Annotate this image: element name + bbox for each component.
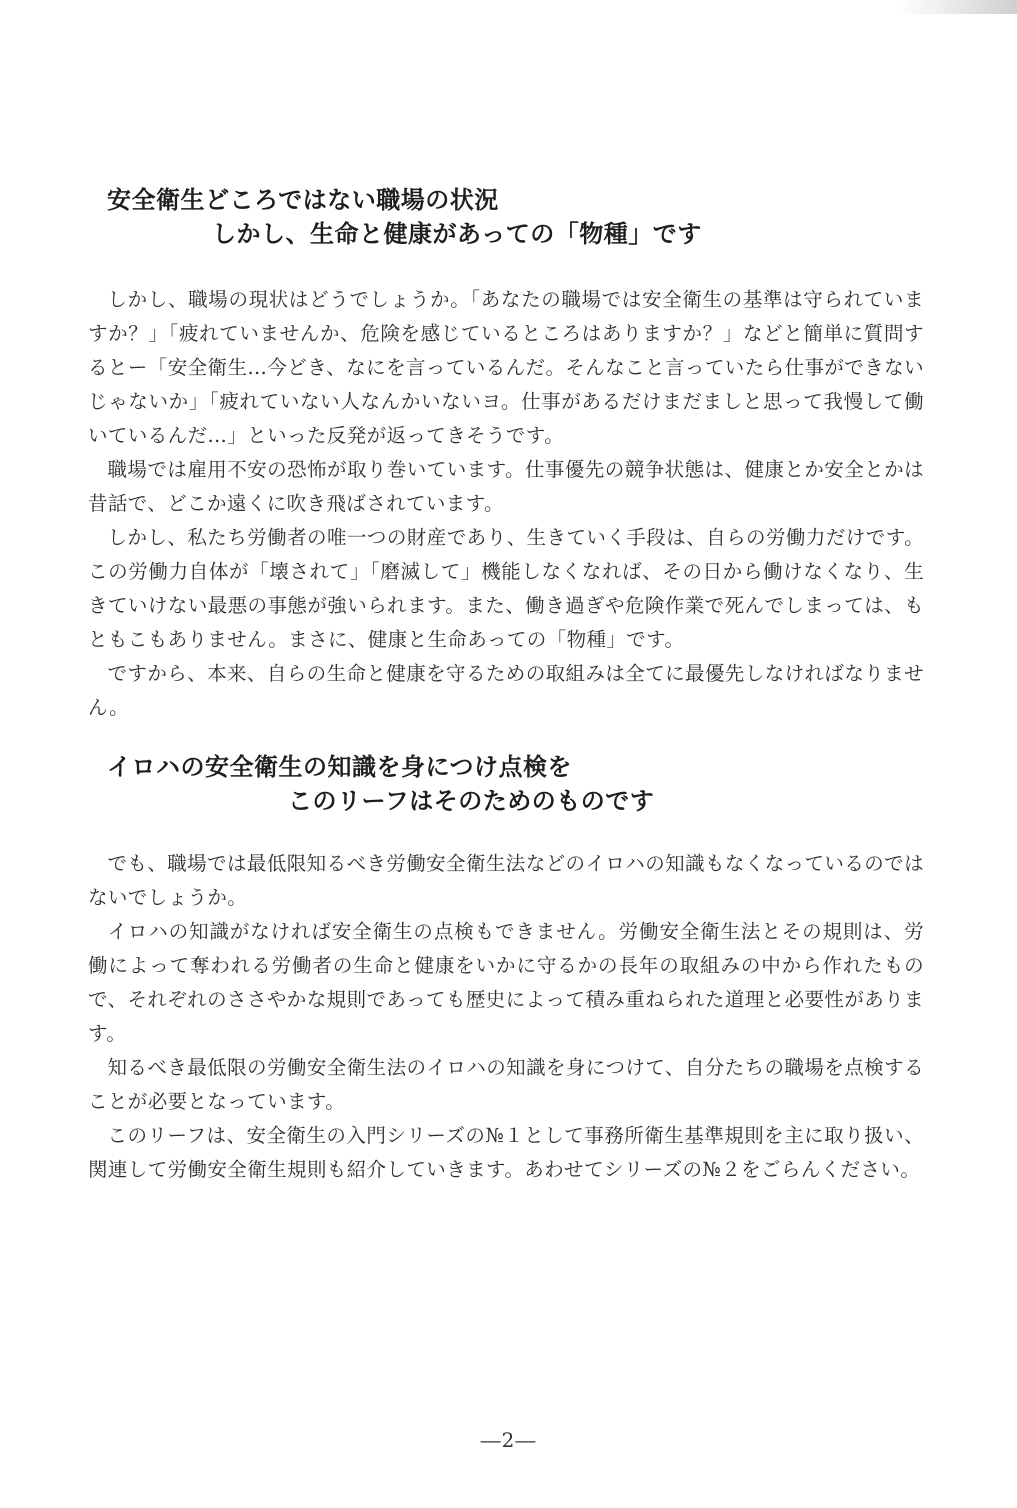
scan-shadow: [897, 0, 1017, 14]
paragraph: イロハの知識がなければ安全衛生の点検もできません。労働安全衛生法とその規則は、労働によって奪われる労働者の生命と健康をいかに守るかの長年の取組みの中から作れたもので、それぞれのささやかな規則であっても歴史によって積み重ねられた道理と必要性があります。: [88, 920, 924, 1045]
section-heading: [0, 750, 1017, 818]
page-number: ―2―: [480, 1428, 537, 1452]
paragraph: ですから、本来、自らの生命と健康を守るための取組みは全てに最優先しなければなりません。: [88, 662, 924, 719]
section-1-heading: [0, 183, 1017, 251]
heading-line-1: イロハの安全衛生の知識を身につけ点検を: [107, 753, 573, 781]
section-2-body: [88, 847, 924, 1187]
section-1-body: [88, 283, 924, 725]
section-2-heading: [0, 750, 1017, 818]
heading-line-2: このリーフはそのためのものです: [288, 787, 655, 815]
section-heading: [0, 183, 1017, 251]
paragraph: 知るべき最低限の労働安全衛生法のイロハの知識を身につけて、自分たちの職場を点検することが必要となっています。: [88, 1056, 924, 1113]
paragraph: 職場では雇用不安の恐怖が取り巻いています。仕事優先の競争状態は、健康とか安全とかは昔話で、どこか遠くに吹き飛ばされています。: [88, 458, 924, 515]
heading-line-1: 安全衛生どころではない職場の状況: [107, 186, 499, 214]
paragraph: しかし、私たち労働者の唯一つの財産であり、生きていく手段は、自らの労働力だけです。この労働力自体が「壊されて」「磨滅して」機能しなくなれば、その日から働けなくなり、生きていけない最悪の事態が強いられます。また、働き過ぎや危険作業で死んでしまっては、もともこもありません。まさに、健康と生命あっての「物種」です。: [88, 526, 924, 651]
paragraph: このリーフは、安全衛生の入門シリーズの№１として事務所衛生基準規則を主に取り扱い、関連して労働安全衛生規則も紹介していきます。あわせてシリーズの№２をごらんください。: [88, 1124, 924, 1181]
heading-line-2: しかし、生命と健康があっての「物種」です: [212, 220, 702, 248]
paragraph: しかし、職場の現状はどうでしょうか。「あなたの職場では安全衛生の基準は守られていますか？」「疲れていませんか、危険を感じているところはありますか？」などと簡単に質問するとー「安全衛生…今どき、なにを言っているんだ。そんなこと言っていたら仕事ができないじゃないか」「疲れていない人なんかいないヨ。仕事があるだけまだましと思って我慢して働いているんだ…」といった反発が返ってきそうです。: [88, 288, 924, 447]
paragraph: でも、職場では最低限知るべき労働安全衛生法などのイロハの知識もなくなっているのではないでしょうか。: [88, 852, 924, 909]
